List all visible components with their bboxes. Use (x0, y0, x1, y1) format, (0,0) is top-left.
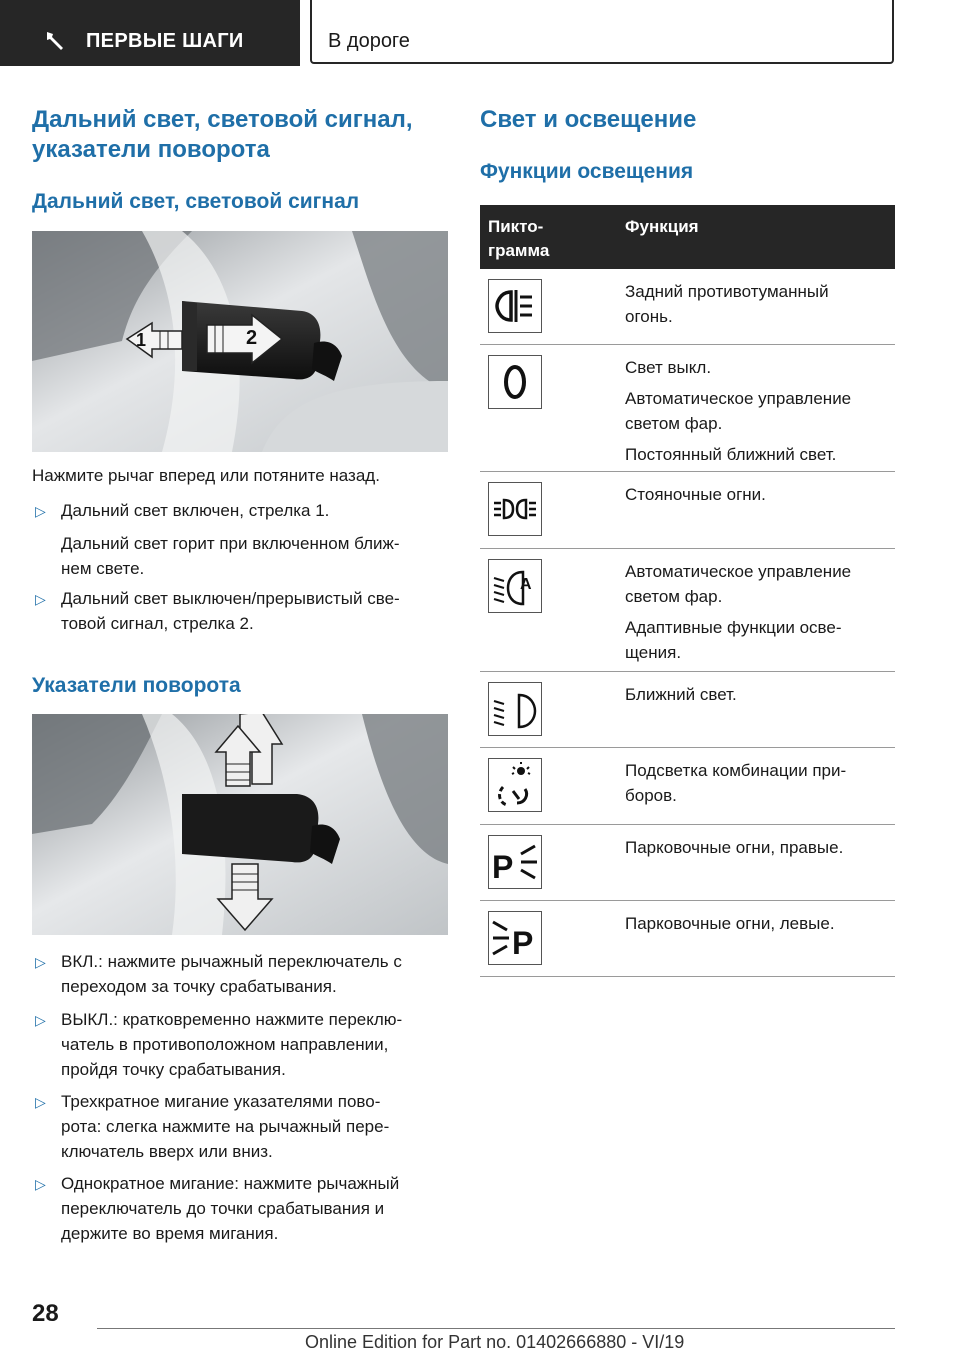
parking-lights-icon (488, 482, 542, 536)
table-header (480, 205, 895, 269)
page-number: 28 (32, 1300, 59, 1327)
low-beam-icon (488, 682, 542, 736)
row-description: Автоматическое управление светом фар. Адаптивные функции осве- щения. (625, 562, 852, 662)
auto-headlight-icon (488, 559, 542, 613)
table-row (480, 549, 895, 672)
subheading-turn-signals: Указатели поворота (32, 674, 241, 697)
parking-light-right-icon (488, 835, 542, 889)
subheading-light-functions: Функции освещения (480, 160, 694, 183)
svg-text:P: P (492, 849, 514, 885)
row-description: Свет выкл. Автоматическое управление светом фар. Постоянный ближний свет. (625, 358, 852, 464)
table-row (480, 748, 895, 825)
edition-footer: Online Edition for Part no. 01402666880 - VI/19 (305, 1332, 685, 1352)
lights-off-icon (488, 355, 542, 409)
list-item: Дальний свет выключен/прерывистый све- товой сигнал, стрелка 2. (61, 589, 400, 633)
list-item: ВКЛ.: нажмите рычажный переключатель с переходом за точку срабатывания. (61, 952, 402, 996)
section-tab[interactable] (0, 0, 300, 66)
intro-text: Нажмите рычаг вперед или потяните назад. (32, 466, 380, 485)
list-item: Однократное мигание: нажмите рычажный переключатель до точки срабатывания и держите во время мигания. (61, 1174, 400, 1243)
row-description: Ближний свет. (625, 685, 737, 704)
list-item-note: Дальний свет горит при включенном ближ- нем свете. (61, 534, 400, 578)
svg-text:P: P (512, 925, 534, 961)
bullet-icon: ▷ (35, 1094, 46, 1110)
callout-1: 1 (136, 330, 147, 350)
list-item: ВЫКЛ.: кратковременно нажмите переклю- чатель в противоположном направлении, пройдя точку срабатывания. (61, 1010, 403, 1079)
page-title-line1: Дальний свет, световой сигнал, (32, 106, 413, 133)
table-row (480, 472, 895, 549)
bullet-icon: ▷ (35, 591, 46, 607)
wrench-icon (44, 29, 66, 51)
bullet-icon: ▷ (35, 503, 46, 519)
light-functions-table (480, 205, 895, 977)
bullet-icon: ▷ (35, 1012, 46, 1028)
instrument-lighting-icon (488, 758, 542, 812)
column-header-pictogram: Пикто- грамма (488, 217, 550, 260)
parking-light-left-icon (488, 911, 542, 965)
footer-divider (97, 1328, 895, 1329)
callout-2: 2 (246, 327, 258, 349)
list-item: Трехкратное мигание указателями пово- рота: слегка нажмите на рычажный пере- ключатель вверх или вниз. (61, 1092, 390, 1161)
stalk-turn-signal-photo (32, 714, 448, 935)
table-row (480, 345, 895, 472)
stalk-high-beam-photo (32, 231, 448, 452)
section-label: ПЕРВЫЕ ШАГИ (86, 30, 244, 52)
svg-text:A: A (520, 576, 532, 593)
row-description: Подсветка комбинации при- боров. (625, 761, 847, 805)
bullet-icon: ▷ (35, 954, 46, 970)
rear-fog-light-icon (488, 279, 542, 333)
chapter-tab[interactable] (310, 0, 894, 64)
page-title-line2: указатели поворота (32, 136, 270, 163)
row-description: Парковочные огни, правые. (625, 838, 844, 857)
table-row (480, 672, 895, 748)
column-header-function: Функция (625, 217, 699, 236)
table-row (480, 901, 895, 977)
table-row (480, 825, 895, 901)
row-description: Задний противотуманный огонь. (625, 282, 829, 326)
table-row (480, 269, 895, 345)
row-description: Стояночные огни. (625, 485, 766, 504)
subheading-high-beam: Дальний свет, световой сигнал (32, 190, 360, 213)
chapter-label: В дороге (328, 30, 410, 52)
list-item: Дальний свет включен, стрелка 1. (61, 501, 330, 520)
section-title: Свет и освещение (480, 106, 697, 133)
bullet-icon: ▷ (35, 1176, 46, 1192)
row-description: Парковочные огни, левые. (625, 914, 835, 933)
